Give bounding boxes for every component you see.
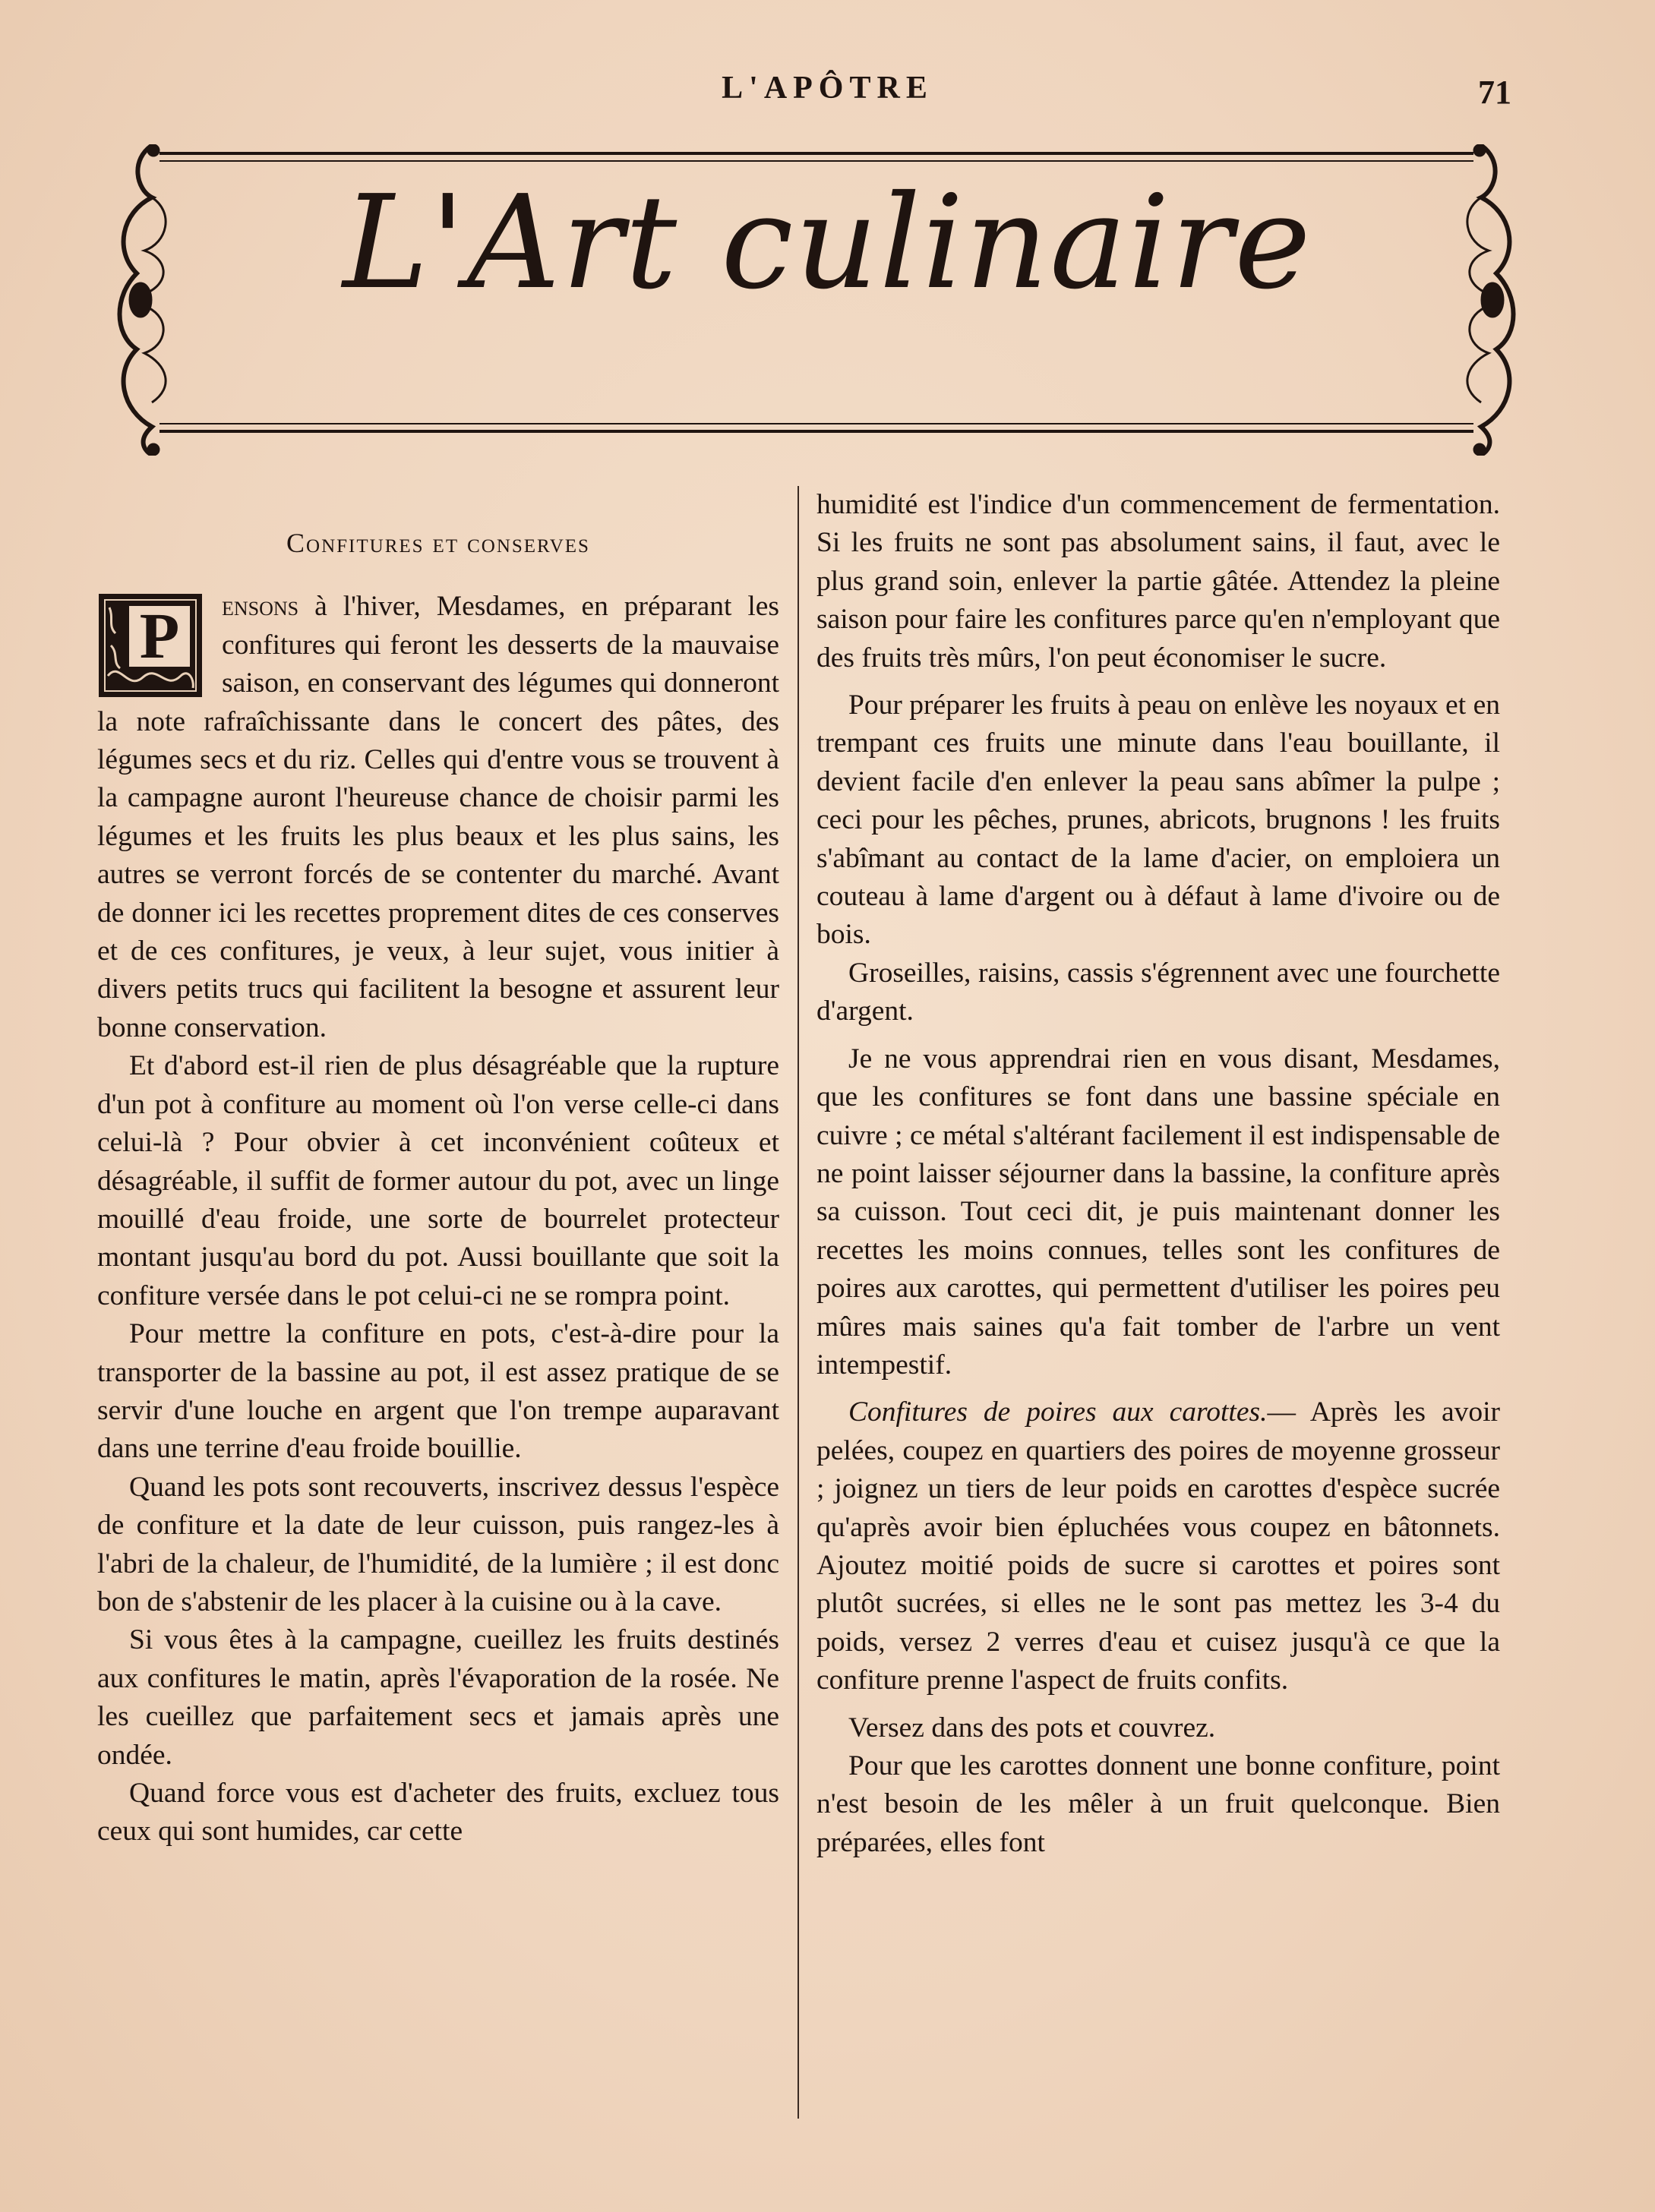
section-heading: Confitures et conserves xyxy=(286,528,590,558)
paragraph-lead: ensons xyxy=(222,591,299,623)
left-column xyxy=(97,486,779,1851)
page-number: 71 xyxy=(1478,74,1511,111)
paragraph: Pour que les carottes donnent une bonne confiture, point n'est besoin de les mêler à un fruit quelconque. Bien préparées, elles font xyxy=(816,1750,1500,1858)
column-divider xyxy=(797,486,799,2119)
paragraph: Pour mettre la confiture en pots, c'est-à-dire pour la transporter de la bassine au pot, il est assez pratique de se servir d'une louche en argent que l'on trempe auparavant dans une terrine d'eau froide bouillie. xyxy=(97,1318,779,1465)
paragraph: Pour préparer les fruits à peau on enlève les noyaux et en trempant ces fruits une minute dans l'eau bouillante, il devient facile d'en enlever la peau sans abîmer la pulpe ; ceci pour les pêches, prunes, abricots, brugnons ! les fruits s'abîmant au contact de la lame d'acier, on emploiera un couteau à lame d'argent ou à défaut à lame d'ivoire ou de bois. xyxy=(816,689,1500,951)
recipe-title: Confitures de poires aux carottes. xyxy=(848,1396,1268,1428)
running-head: L'APÔTRE xyxy=(722,71,933,106)
paragraph: Groseilles, raisins, cassis s'égrennent avec une fourchette d'argent. xyxy=(816,957,1500,1027)
article-title: L'Art culinaire xyxy=(343,168,1312,318)
paragraph-text: — Après les avoir pelées, coupez en quartiers des poires de moyenne grosseur ; joignez un tiers de leur poids en carottes d'espèce sucrée qu'après avoir bien épluchées vous coupez en bâtonnets. Ajoutez moitié poids de sucre si carottes et poires sont plutôt sucrées, si elles ne le sont pas mettez les 3-4 du poids, versez 2 verres d'eau et cuisez jusqu'à ce que la confiture prenne l'aspect de fruits confits. xyxy=(816,1396,1500,1696)
dropcap xyxy=(97,592,204,699)
paragraph: humidité est l'indice d'un commencement de fermentation. Si les fruits ne sont pas absolument sains, il faut, avec le plus grand soin, enlever la partie gâtée. Attendez la pleine saison pour faire les confitures parce qu'en n'employant que des fruits très mûrs, l'on peut économiser le sucre. xyxy=(816,489,1500,674)
paragraph: Si vous êtes à la campagne, cueillez les fruits destinés aux confitures le matin, après l'évaporation de la rosée. Ne les cueillez que parfaitement secs et jamais après une ondée. xyxy=(97,1624,779,1771)
dropcap-letter: P xyxy=(139,599,180,673)
dropcap-ornament-icon xyxy=(97,592,204,699)
paragraph: Quand les pots sont recouverts, inscrivez dessus l'espèce de confiture et la date de leur cuisson, puis rangez-les à l'abri de la chaleur, de l'humidité, de la lumière ; il est donc bon de s'abstenir de les placer à la cuisine ou à la cave. xyxy=(97,1471,779,1617)
right-column xyxy=(816,486,1500,1862)
paragraph xyxy=(816,1393,1500,1699)
paragraph: Quand force vous est d'acheter des fruits, excluez tous ceux qui sont humides, car cette xyxy=(97,1778,779,1848)
paragraph-text: à l'hiver, Mesdames, en préparant les confitures qui feront les desserts de la mauvaise saison, en conservant des légumes qui donneront la note rafraîchissante dans le concert des pâtes, des légumes secs et du riz. Celles qui d'entre vous se trouvent à la campagne auront l'heureuse chance de choisir parmi les légumes et les fruits les plus beaux et les plus sains, les autres se verront forcés de se contenter du marché. Avant de donner ici les recettes proprement dites de ces conserves et de ces confitures, je veux, à leur sujet, vous initier à divers petits trucs qui facilitent la besogne et assurent leur bonne conservation. xyxy=(97,591,779,1043)
paragraph: Je ne vous apprendrai rien en vous disant, Mesdames, que les confitures se font dans une bassine spéciale en cuivre ; ce métal s'altérant facilement il est indispensable de ne point laisser séjourner dans la bassine, la confiture après sa cuisson. Tout ceci dit, je puis maintenant donner les recettes les moins connues, telles sont les confitures de poires aux carottes, qui permettent d'utiliser les poires peu mûres mais saines qu'a fait tomber de l'arbre un vent intempestif. xyxy=(816,1043,1500,1381)
paragraph: Et d'abord est-il rien de plus désagréable que la rupture d'un pot à confiture au moment où l'on verse celle-ci dans celui-là ? Pour obvier à cet inconvénient coûteux et désagréable, il suffit de former autour du pot, avec un linge mouillé d'eau froide, une sorte de bourrelet protecteur montant jusqu'au bord du pot. Aussi bouillante que soit la confiture versée dans le pot celui-ci ne se rompra point. xyxy=(97,1050,779,1311)
paragraph: Versez dans des pots et couvrez. xyxy=(848,1712,1216,1743)
